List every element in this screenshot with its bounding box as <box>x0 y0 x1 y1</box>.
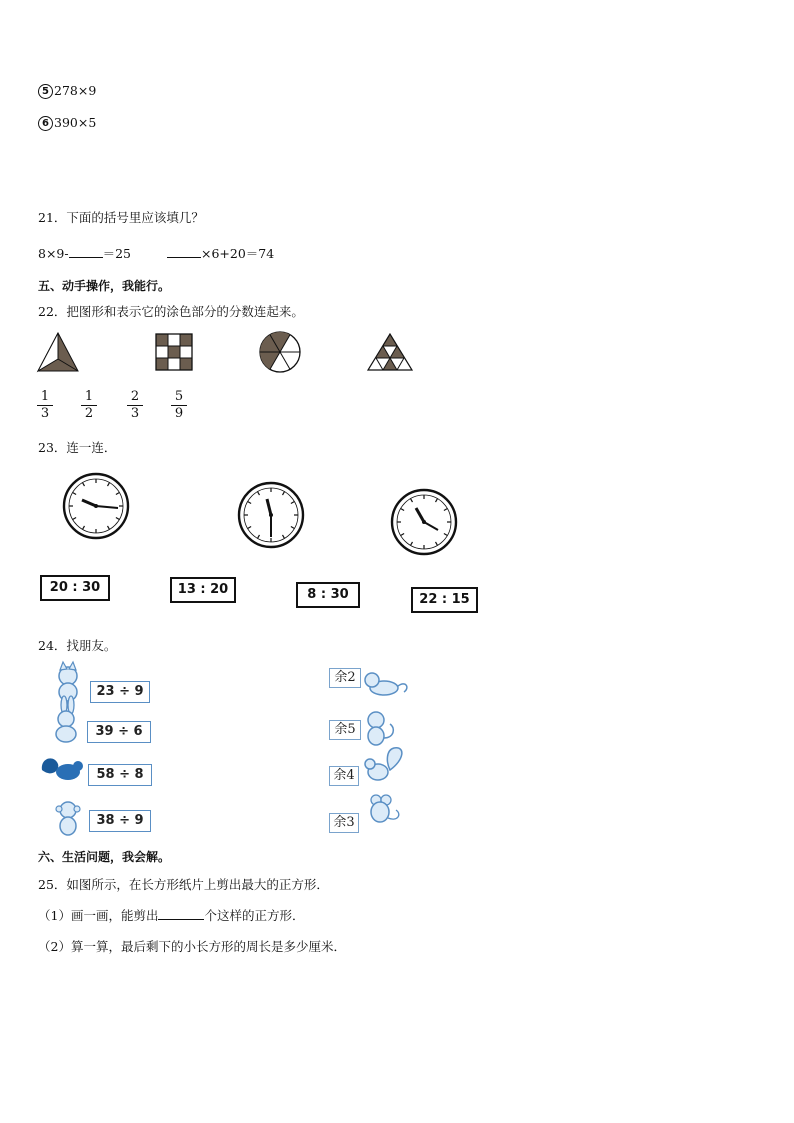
numerator: 5 <box>174 389 184 404</box>
squirrel-icon <box>365 748 402 780</box>
question-21-title: 21．下面的括号里应该填几？ <box>38 210 204 225</box>
question-24-title: 24．找朋友。 <box>38 638 117 653</box>
division-card[interactable]: 58 ÷ 8 <box>88 764 152 786</box>
cat-icon <box>365 673 407 695</box>
rabbit-icon <box>56 696 76 742</box>
part-1-text-end: 个这样的正方形． <box>204 908 305 923</box>
squirrel-icon <box>42 758 83 780</box>
checker-grid-figure <box>156 334 192 370</box>
monkey-icon <box>56 802 80 835</box>
numerator: 1 <box>40 389 50 404</box>
eq2-right: ×6+20＝74 <box>201 246 275 261</box>
numerator: 2 <box>130 389 140 404</box>
time-label[interactable]: 8 : 30 <box>296 582 360 608</box>
division-card[interactable]: 39 ÷ 6 <box>87 721 151 743</box>
time-label[interactable]: 13 : 20 <box>170 577 236 603</box>
clock-face <box>239 483 303 547</box>
clock-face <box>392 490 456 554</box>
fraction <box>37 390 53 421</box>
division-card[interactable]: 38 ÷ 9 <box>89 810 151 832</box>
triangle-grid-figure <box>368 334 412 370</box>
divided-circle-figure <box>260 332 300 372</box>
answer-blank[interactable] <box>69 245 103 258</box>
part-1-text: （1）画一画，能剪出 <box>38 908 159 923</box>
denominator: 2 <box>84 406 94 421</box>
item-5 <box>38 83 96 99</box>
denominator: 3 <box>130 406 140 421</box>
question-25-title: 25．如图所示，在长方形纸片上剪出最大的正方形． <box>38 877 329 892</box>
item-expression: 390×5 <box>54 115 97 130</box>
answer-blank[interactable] <box>167 245 201 258</box>
remainder-card[interactable]: 余4 <box>329 766 359 786</box>
fraction <box>81 390 97 421</box>
numerator: 1 <box>84 389 94 404</box>
fraction <box>127 390 143 421</box>
eq1-right: ＝25 <box>102 246 132 261</box>
cat-icon <box>59 662 77 701</box>
mouse-icon <box>371 795 399 822</box>
item-expression: 278×9 <box>54 83 97 98</box>
circled-number: 5 <box>38 84 53 99</box>
division-card[interactable]: 23 ÷ 9 <box>90 681 150 703</box>
section-6-heading: 六、生活问题，我会解。 <box>38 850 171 864</box>
q24-right-animals <box>358 660 418 840</box>
section-5-heading: 五、动手操作，我能行。 <box>38 279 171 293</box>
circled-number: 6 <box>38 116 53 131</box>
q23-clocks <box>56 472 466 558</box>
remainder-card[interactable]: 余3 <box>329 813 359 833</box>
remainder-card[interactable]: 余2 <box>329 668 361 688</box>
monkey-icon <box>368 712 393 745</box>
q22-shapes <box>36 330 426 376</box>
question-22-title: 22．把图形和表示它的涂色部分的分数连起来。 <box>38 304 304 319</box>
denominator: 3 <box>40 406 50 421</box>
q21-equation-2 <box>167 244 274 262</box>
answer-blank[interactable] <box>158 907 204 920</box>
q25-part-1 <box>38 906 304 924</box>
item-6 <box>38 115 96 131</box>
q21-equation-1 <box>38 244 131 262</box>
shaded-triangle-figure <box>38 333 78 371</box>
clock-face <box>64 474 128 538</box>
time-label[interactable]: 22 : 15 <box>411 587 478 613</box>
denominator: 9 <box>174 406 184 421</box>
fraction <box>171 390 187 421</box>
time-label[interactable]: 20 : 30 <box>40 575 110 601</box>
eq1-left: 8×9- <box>38 246 69 261</box>
q25-part-2: （2）算一算，最后剩下的小长方形的周长是多少厘米． <box>38 939 346 954</box>
question-23-title: 23．连一连． <box>38 440 117 455</box>
remainder-card[interactable]: 余5 <box>329 720 361 740</box>
